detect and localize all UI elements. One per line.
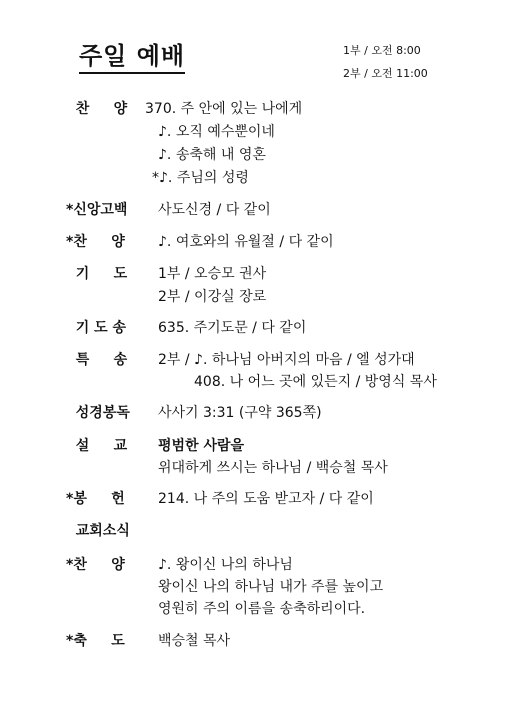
item-label: 특 송 <box>66 352 128 368</box>
item-line: 백승철 목사 <box>158 633 231 649</box>
item-line: 2부 / ♪. 하나님 아버지의 마음 / 엘 성가대 <box>158 352 415 368</box>
bulletin-title: 주일 예배 <box>79 42 185 74</box>
item-label: 교회소식 <box>66 523 130 539</box>
item-line: 사도신경 / 다 같이 <box>158 202 271 218</box>
item-label: *찬 양 <box>66 557 125 573</box>
item-line: ♪. 오직 예수뿐이네 <box>158 124 275 140</box>
item-label: *찬 양 <box>66 234 125 250</box>
item-line: 2부 / 이강실 장로 <box>158 289 267 305</box>
item-label: 기 도 <box>66 266 128 282</box>
item-label: 설 교 <box>66 438 128 454</box>
item-line: ♪. 여호와의 유월절 / 다 같이 <box>158 234 334 250</box>
item-line: 영원히 주의 이름을 송축하리이다. <box>158 601 366 617</box>
item-label: 성경봉독 <box>66 405 130 421</box>
item-label: 찬 양 <box>66 101 128 117</box>
item-line: 왕이신 나의 하나님 내가 주를 높이고 <box>158 579 384 595</box>
item-line: 1부 / 오승모 권사 <box>158 266 267 282</box>
sermon-title-line: 위대하게 쓰시는 하나님 / 백승철 목사 <box>158 460 388 476</box>
item-label: 기 도 송 <box>66 320 127 336</box>
service-time-1: 1부 / 오전 8:00 <box>343 44 421 57</box>
service-time-2: 2부 / 오전 11:00 <box>343 67 428 80</box>
sermon-title-line: 평범한 사람을 <box>158 438 245 454</box>
item-line: ♪. 왕이신 나의 하나님 <box>158 557 293 573</box>
item-label: *축 도 <box>66 633 125 649</box>
item-line: ♪. 송축해 내 영혼 <box>158 147 266 163</box>
item-label: *신앙고백 <box>66 202 128 218</box>
item-line: 사사기 3:31 (구약 365쪽) <box>158 405 322 421</box>
item-line: 214. 나 주의 도움 받고자 / 다 같이 <box>158 491 374 507</box>
item-label: *봉 헌 <box>66 491 125 507</box>
item-line: 408. 나 어느 곳에 있든지 / 방영식 목사 <box>194 374 437 390</box>
item-line: 370. 주 안에 있는 나에게 <box>145 101 303 117</box>
item-line: 635. 주기도문 / 다 같이 <box>158 320 307 336</box>
item-line: *♪. 주님의 성령 <box>152 170 249 186</box>
